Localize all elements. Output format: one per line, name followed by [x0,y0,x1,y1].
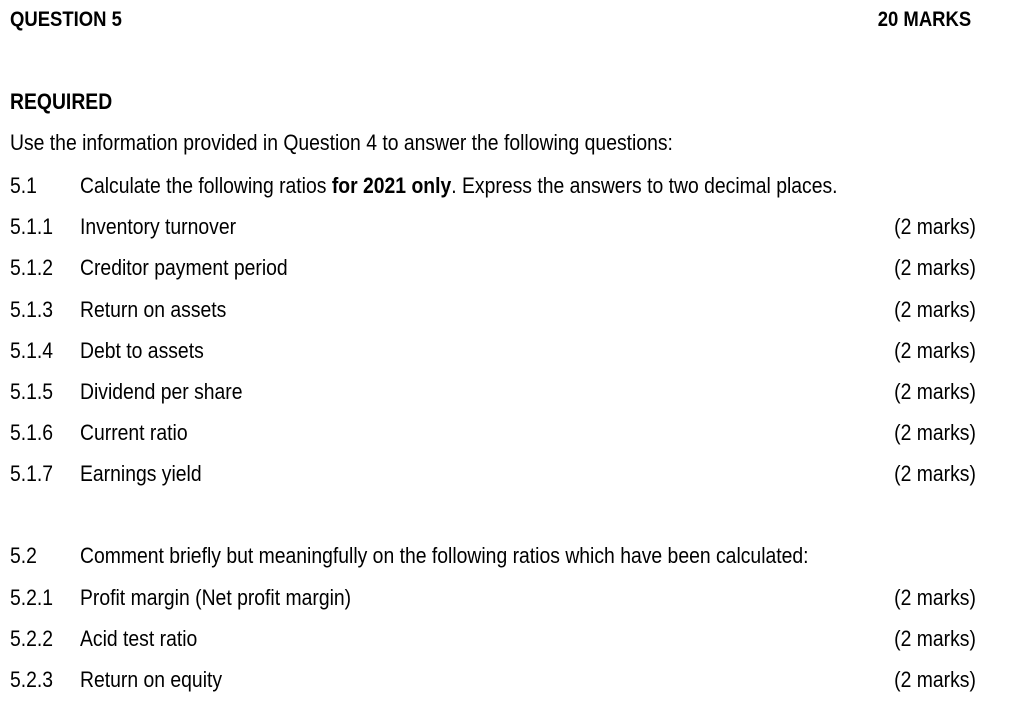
item-label: Return on assets [80,297,227,322]
item-marks: (2 marks) [894,214,976,239]
instruction-part-2: . Express the answers to two decimal places. [451,173,838,198]
item-label: Profit margin (Net profit margin) [80,585,352,610]
section-number: 5.1 [10,173,37,198]
question-title-text: QUESTION 5 [10,8,122,31]
question-item-row [0,583,1016,613]
question-item-row [0,336,1016,366]
section-5-1-row [0,171,1016,201]
item-marks: (2 marks) [894,338,976,363]
section-instruction: Comment briefly but meaningfully on the following ratios which have been calculated: [80,543,809,568]
required-heading-text: REQUIRED [10,89,113,114]
question-item-row [0,418,1016,448]
intro-text-content: Use the information provided in Question 4 to answer the following questions: [10,130,673,155]
total-marks-text: 20 MARKS [877,8,971,31]
item-label: Dividend per share [80,379,243,404]
item-number: 5.1.7 [10,461,54,486]
item-number: 5.1.4 [10,338,54,363]
instruction-part-1: Calculate the following ratios [80,173,332,198]
item-label: Earnings yield [80,461,202,486]
item-label: Inventory turnover [80,214,237,239]
question-item-row [0,212,1016,242]
item-label: Current ratio [80,420,188,445]
question-item-row [0,624,1016,654]
item-label: Debt to assets [80,338,204,363]
item-number: 5.2.3 [10,667,54,692]
section-number: 5.2 [10,543,37,568]
intro-text [10,129,763,157]
item-marks: (2 marks) [894,461,976,486]
question-item-row [0,459,1016,489]
item-label: Acid test ratio [80,626,198,651]
question-item-row [0,253,1016,283]
item-number: 5.1.1 [10,214,54,239]
item-label: Return on equity [80,667,223,692]
question-item-row [0,377,1016,407]
item-marks: (2 marks) [894,667,976,692]
section-5-2-row [0,541,1016,571]
item-marks: (2 marks) [894,626,976,651]
item-number: 5.2.1 [10,585,54,610]
section-instruction [80,171,838,201]
item-number: 5.2.2 [10,626,54,651]
question-item-row [0,665,1016,695]
item-marks: (2 marks) [894,297,976,322]
item-marks: (2 marks) [894,420,976,445]
item-number: 5.1.6 [10,420,54,445]
item-number: 5.1.2 [10,255,54,280]
item-number: 5.1.5 [10,379,54,404]
item-number: 5.1.3 [10,297,54,322]
item-marks: (2 marks) [894,585,976,610]
question-item-row [0,295,1016,325]
item-marks: (2 marks) [894,255,976,280]
required-heading [10,88,126,116]
total-marks [865,6,971,34]
item-marks: (2 marks) [894,379,976,404]
question-title [10,6,137,34]
instruction-bold: for 2021 only [331,173,452,198]
item-label: Creditor payment period [80,255,288,280]
